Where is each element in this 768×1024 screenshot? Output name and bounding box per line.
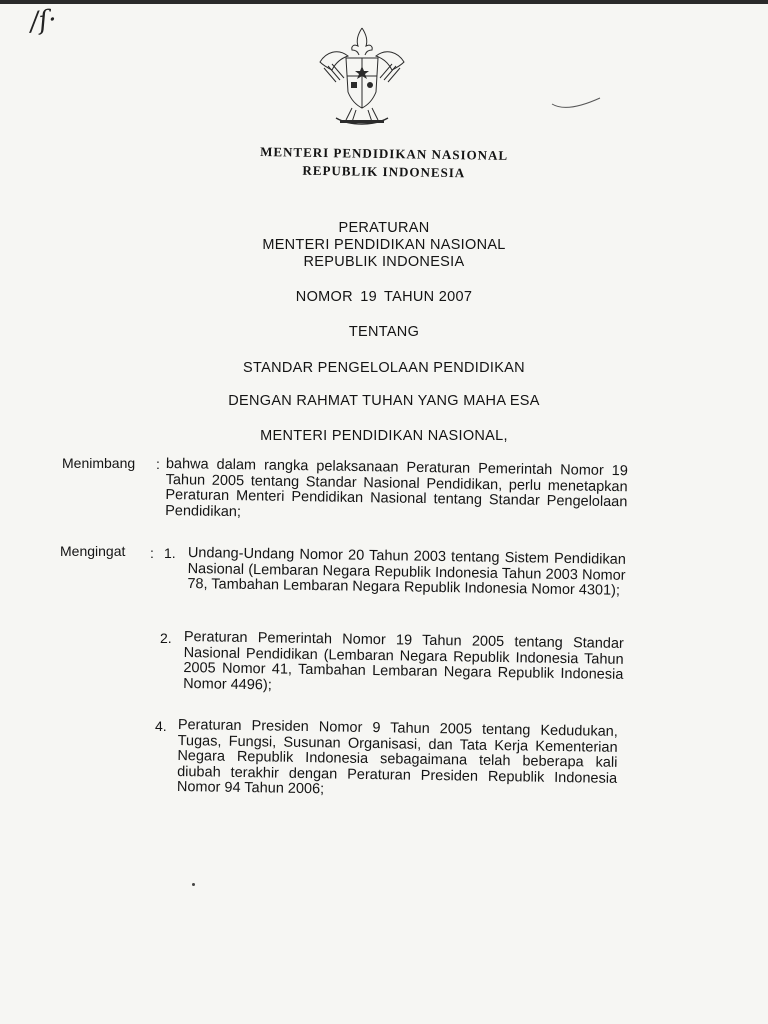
scan-edge [0, 0, 768, 4]
mengingat-item-4-text: Peraturan Presiden Nomor 9 Tahun 2005 tentang Kedudukan, Tugas, Fungsi, Susunan Organisasi, dan Tata Kerja Kementerian Negara Republik Indonesia sebagaimana telah beberapa kali diubah terakhir dengan Peraturan Presiden Republik Indonesia Nomor 94 Tahun 2006; [176, 717, 618, 798]
mengingat-item-2-number: 2. [160, 630, 172, 646]
title-line-1: PERATURAN [338, 220, 430, 236]
mengingat-label: Mengingat [60, 543, 126, 559]
mengingat-item-1-text: Undang-Undang Nomor 20 Tahun 2003 tentang Sistem Pendidikan Nasional (Lembaran Negara Republik Indonesia Tahun 2003 Nomor 78, Tambahan Lembaran Negara Republik Indonesia Nomor 4301); [187, 545, 626, 599]
ministry-line-2: REPUBLIK INDONESIA [302, 162, 466, 181]
mengingat-item-1-number: 1. [164, 545, 176, 561]
ministry-line-1: MENTERI PENDIDIKAN NASIONAL [260, 144, 509, 163]
ministry-heading [0, 140, 768, 186]
menimbang-text: bahwa dalam rangka pelaksanaan Peraturan Pemerintah Nomor 19 Tahun 2005 tentang Standar Nasional Pendidikan, perlu menetapkan Peraturan Menteri Pendidikan Nasional tentang Standar Pengelolaan Pendidikan; [165, 456, 628, 520]
garuda-emblem-icon [306, 22, 418, 134]
mengingat-item-2-text: Peraturan Pemerintah Nomor 19 Tahun 2005 tentang Standar Nasional Pendidikan (Lembaran Negara Republik Indonesia Tahun 2005 Nomor 41, Tambahan Lembaran Negara Republik Indonesia Nomor 4496); [183, 629, 624, 693]
menimbang-colon: : [156, 456, 160, 472]
title-line-3: REPUBLIK INDONESIA [303, 254, 465, 270]
menimbang-label: Menimbang [62, 455, 136, 471]
number-prefix: NOMOR [295, 289, 353, 305]
regulation-number [0, 289, 768, 305]
minister-line: MENTERI PENDIDIKAN NASIONAL, [260, 428, 508, 444]
margin-pen-mark [548, 88, 608, 118]
regulation-subject: STANDAR PENGELOLAAN PENDIDIKAN [243, 360, 525, 376]
about-heading: TENTANG [348, 324, 420, 340]
regulation-title [0, 220, 768, 270]
title-line-2: MENTERI PENDIDIKAN NASIONAL [262, 237, 506, 253]
mengingat-item-4-number: 4. [155, 718, 167, 734]
grace-line: DENGAN RAHMAT TUHAN YANG MAHA ESA [228, 393, 540, 409]
number-suffix: TAHUN 2007 [384, 289, 473, 305]
scan-speck [192, 883, 195, 886]
number-value: 19 [360, 289, 377, 305]
handwritten-mark: /ſ· [28, 4, 59, 38]
mengingat-colon: : [150, 545, 154, 561]
